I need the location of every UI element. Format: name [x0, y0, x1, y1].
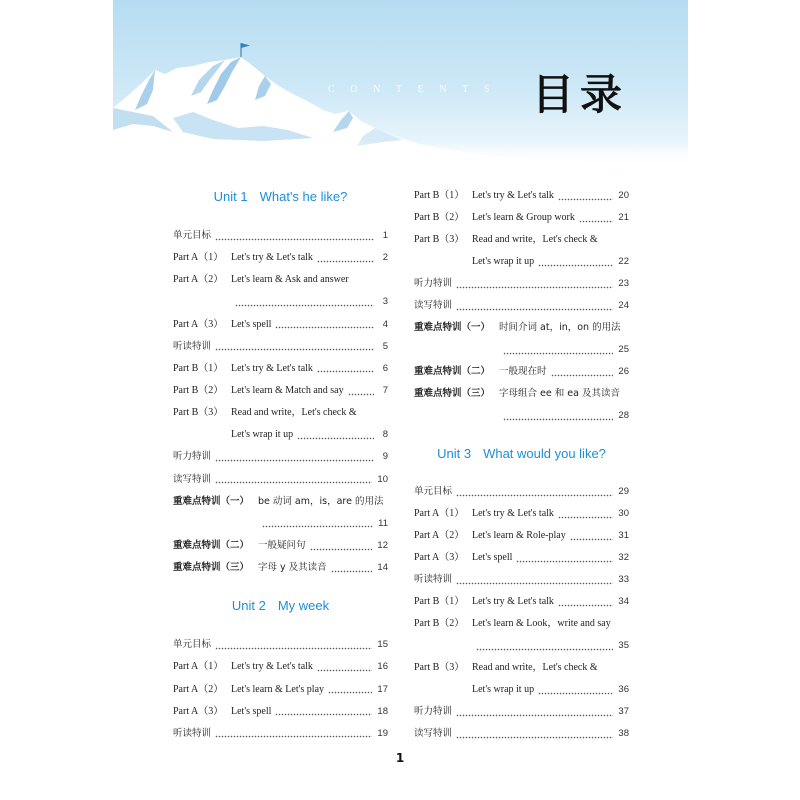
dot-leader	[456, 308, 613, 311]
page-number: 32	[618, 552, 629, 563]
entry-continuation: Let's wrap it up	[472, 256, 535, 267]
entry-label: 单元目标	[173, 230, 212, 241]
entry-title: Let's learn & Look，write and say	[472, 618, 611, 629]
entry-label: Part A（1）	[173, 252, 224, 264]
entry-label: 听读特训	[173, 727, 212, 739]
toc-entry	[414, 657, 629, 679]
toc-entry	[173, 269, 388, 291]
entry-title: Let's learn & Let's play	[231, 683, 325, 695]
toc-entry-continuation	[173, 291, 388, 313]
entry-label: Part B（3）	[173, 407, 224, 419]
toc-entry-continuation	[414, 251, 629, 273]
page-number: 22	[618, 256, 629, 267]
entry-continuation: Let's wrap it up	[231, 429, 294, 441]
toc-entry	[414, 613, 629, 635]
page-number: 18	[377, 705, 388, 717]
page-number: 8	[382, 429, 388, 441]
unit-heading	[414, 427, 629, 481]
toc-entry	[173, 314, 388, 336]
dot-leader	[262, 525, 373, 528]
entry-title: 时间介词 at，in，on 的用法	[499, 322, 621, 333]
dot-leader	[235, 304, 374, 307]
entry-label: 重难点特训（三）	[173, 562, 250, 574]
dot-leader	[215, 647, 372, 650]
entry-label: 重难点特训（二）	[173, 539, 250, 551]
dot-leader	[317, 370, 374, 373]
toc-entry	[414, 525, 629, 547]
footer-page-number: 1	[395, 751, 405, 765]
toc-entry	[173, 656, 388, 678]
dot-leader	[570, 538, 614, 541]
dot-leader	[579, 220, 614, 223]
dot-leader	[328, 691, 372, 694]
toc-entry	[173, 380, 388, 402]
dot-leader	[317, 260, 374, 263]
dot-leader	[456, 582, 613, 585]
dot-leader	[348, 393, 374, 396]
page-number: 20	[618, 190, 629, 201]
toc-entry	[173, 225, 388, 247]
entry-title: 一般疑问句	[258, 539, 306, 551]
toc-entry	[414, 503, 629, 525]
entry-label: Part A（3）	[173, 705, 224, 717]
unit-number: Unit 1	[213, 189, 248, 204]
toc-column-right	[414, 185, 629, 745]
toc-entry	[173, 469, 388, 491]
unit-title: What would you like?	[483, 446, 606, 461]
toc-entry	[414, 481, 629, 503]
page-number: 6	[382, 362, 388, 374]
entry-label: Part A（2）	[414, 530, 465, 541]
page-number: 36	[618, 684, 629, 695]
page-title: 目录	[532, 70, 629, 119]
entry-title: Let's try & Let's talk	[472, 190, 554, 201]
toc-entry	[173, 679, 388, 701]
page-number: 17	[377, 683, 388, 695]
page-number: 38	[618, 728, 629, 739]
entry-label: Part A（2）	[173, 683, 224, 695]
unit-heading	[173, 170, 388, 225]
toc-entry	[414, 723, 629, 745]
page-number: 21	[618, 212, 629, 223]
page-number: 14	[377, 562, 388, 574]
dot-leader	[275, 713, 372, 716]
entry-label: Part A（1）	[173, 661, 224, 673]
toc-entry	[173, 557, 388, 579]
toc-entry	[173, 358, 388, 380]
toc-entry	[414, 361, 629, 383]
dot-leader	[456, 494, 613, 497]
entry-label: Part B（3）	[414, 662, 465, 673]
page-number: 10	[377, 473, 388, 485]
dot-leader	[456, 714, 613, 717]
entry-title: Let's spell	[231, 318, 272, 330]
dot-leader	[551, 374, 614, 377]
dot-leader	[215, 459, 374, 462]
page-number: 23	[618, 278, 629, 289]
toc-entry-continuation	[414, 679, 629, 701]
page-number: 37	[618, 706, 629, 717]
toc-entry	[173, 336, 388, 358]
toc-column-left	[173, 170, 388, 745]
page-number: 9	[382, 451, 388, 463]
entry-label: 读写特训	[414, 300, 453, 311]
entry-title: Let's learn & Match and say	[231, 384, 344, 396]
toc-entry-continuation	[414, 405, 629, 427]
page-number: 5	[382, 340, 388, 352]
page-number: 12	[377, 539, 388, 551]
toc-entry	[414, 547, 629, 569]
entry-label: 听读特训	[414, 574, 453, 585]
toc-entry-continuation	[173, 513, 388, 535]
page-number: 2	[382, 252, 388, 264]
page-number: 16	[377, 661, 388, 673]
entry-label: 听读特训	[173, 340, 212, 352]
entry-label: Part B（2）	[173, 384, 224, 396]
toc-entry-continuation	[414, 635, 629, 657]
entry-title: Read and write，Let's check &	[231, 407, 357, 419]
dot-leader	[538, 692, 613, 695]
toc-entry	[414, 383, 629, 405]
unit-number: Unit 2	[231, 598, 266, 614]
page-number: 19	[377, 727, 388, 739]
page-number: 24	[618, 300, 629, 311]
entry-title: Read and write，Let's check &	[472, 234, 598, 245]
dot-leader	[297, 437, 374, 440]
entry-label: 重难点特训（三）	[414, 388, 491, 399]
dot-leader	[317, 669, 373, 672]
contents-subtitle: CONTENTS	[328, 84, 506, 95]
entry-label: 听力特训	[414, 278, 453, 289]
toc-entry	[173, 723, 388, 745]
entry-label: 重难点特训（二）	[414, 366, 491, 377]
entry-title: Let's learn & Group work	[472, 212, 575, 223]
entry-label: Part A（3）	[414, 552, 465, 563]
page-number: 7	[382, 384, 388, 396]
toc-entry	[414, 591, 629, 613]
page-number: 15	[377, 639, 388, 651]
unit-number: Unit 3	[437, 446, 472, 461]
dot-leader	[503, 418, 613, 421]
dot-leader	[215, 348, 374, 351]
dot-leader	[503, 352, 613, 355]
toc-entry	[414, 569, 629, 591]
toc-entry	[414, 701, 629, 723]
page-number: 4	[382, 318, 388, 330]
toc-entry	[173, 701, 388, 723]
entry-label: Part B（2）	[414, 212, 465, 223]
entry-label: Part A（2）	[173, 274, 224, 286]
entry-continuation: Let's wrap it up	[472, 684, 535, 695]
entry-label: Part B（1）	[414, 190, 465, 201]
toc-entry	[414, 185, 629, 207]
entry-title: Let's try & Let's talk	[231, 252, 313, 264]
entry-title: 字母组合 ee 和 ea 及其读音	[499, 388, 620, 399]
unit-heading	[173, 579, 388, 634]
page-number: 31	[618, 530, 629, 541]
entry-title: Let's try & Let's talk	[472, 508, 554, 519]
toc-entry	[414, 229, 629, 251]
toc-entry-continuation	[414, 339, 629, 361]
entry-title: Let's try & Let's talk	[472, 596, 554, 607]
page-number: 33	[618, 574, 629, 585]
entry-label: Part B（1）	[173, 362, 224, 374]
entry-label: 重难点特训（一）	[173, 495, 250, 507]
entry-title: Read and write，Let's check &	[472, 662, 598, 673]
page-number: 29	[618, 486, 629, 497]
toc-entry	[173, 634, 388, 656]
page-number: 25	[618, 344, 629, 355]
entry-label: Part B（3）	[414, 234, 465, 245]
entry-label: 读写特训	[414, 728, 453, 739]
page-number: 1	[382, 230, 388, 241]
entry-title: 字母 y 及其读音	[258, 562, 327, 574]
dot-leader	[215, 238, 374, 241]
entry-label: Part B（1）	[414, 596, 465, 607]
toc-entry	[414, 317, 629, 339]
entry-label: Part A（1）	[414, 508, 465, 519]
entry-title: Let's try & Let's talk	[231, 661, 313, 673]
toc-entry	[414, 295, 629, 317]
toc-entry	[414, 207, 629, 229]
entry-label: 听力特训	[173, 451, 212, 463]
dot-leader	[538, 264, 613, 267]
dot-leader	[275, 326, 374, 329]
entry-title: Let's spell	[472, 552, 513, 563]
dot-leader	[558, 516, 614, 519]
unit-title: My week	[277, 598, 330, 614]
dot-leader	[310, 548, 373, 551]
entry-label: Part B（2）	[414, 618, 465, 629]
toc-entry	[173, 402, 388, 424]
entry-label: 单元目标	[414, 486, 453, 497]
dot-leader	[215, 735, 372, 738]
toc-entry	[173, 535, 388, 557]
dot-leader	[215, 481, 372, 484]
page-number: 34	[618, 596, 629, 607]
toc-entry	[173, 446, 388, 468]
dot-leader	[456, 736, 613, 739]
entry-label: 读写特训	[173, 473, 212, 485]
page-number: 30	[618, 508, 629, 519]
entry-label: 重难点特训（一）	[414, 322, 491, 333]
toc-entry	[173, 491, 388, 513]
page-number: 26	[618, 366, 629, 377]
entry-title: be 动词 am，is，are 的用法	[258, 495, 384, 507]
entry-title: Let's learn & Role-play	[472, 530, 566, 541]
dot-leader	[558, 604, 614, 607]
dot-leader	[331, 570, 373, 573]
toc-entry-continuation	[173, 424, 388, 446]
entry-title: Let's learn & Ask and answer	[231, 274, 349, 286]
page-number: 3	[382, 296, 388, 308]
entry-title: Let's spell	[231, 705, 272, 717]
page-number: 35	[618, 640, 629, 651]
entry-label: 听力特训	[414, 706, 453, 717]
page-number: 11	[378, 517, 388, 529]
page-number: 28	[618, 410, 629, 421]
dot-leader	[516, 560, 613, 563]
dot-leader	[558, 198, 614, 201]
toc-entry	[173, 247, 388, 269]
toc-entry	[414, 273, 629, 295]
dot-leader	[456, 286, 613, 289]
entry-title: Let's try & Let's talk	[231, 362, 313, 374]
unit-title: What's he like?	[259, 189, 348, 204]
dot-leader	[476, 648, 613, 651]
entry-label: 单元目标	[173, 639, 212, 651]
entry-title: 一般现在时	[499, 366, 547, 377]
entry-label: Part A（3）	[173, 318, 224, 330]
